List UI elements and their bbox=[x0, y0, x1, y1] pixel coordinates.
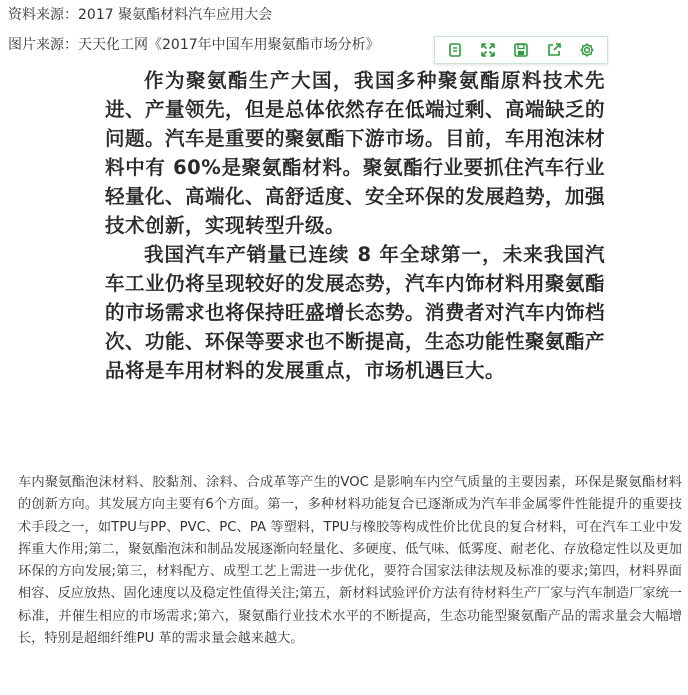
scan-paragraph-2: 我国汽车产销量已连续 8 年全球第一，未来我国汽车工业仍将呈现较好的发展态势，汽车内饰材料用聚氨酯的市场需求也将保持旺盛增长态势。消费者对汽车内饰档次、功能、环保等要求也不断提高，生态功能性聚氨酯产品将是车用材料的发展重点，市场机遇巨大。 bbox=[105, 243, 606, 382]
article-body bbox=[18, 472, 682, 650]
image-toolbar bbox=[434, 36, 608, 64]
scan-paragraph-1: 作为聚氨酯生产大国，我国多种聚氨酯原料技术先进、产量领先，但是总体依然存在低端过剩、高端缺乏的问题。汽车是重要的聚氨酯下游市场。目前，车用泡沫材料中有 60%是聚氨酯材料。聚氨酯行业要抓住汽车行业轻量化、高端化、高舒适度、安全环保的发展趋势，加强技术创新，实现转型升级。 bbox=[105, 69, 606, 237]
share-icon bbox=[546, 42, 562, 58]
expand-button[interactable] bbox=[477, 39, 499, 61]
save-icon bbox=[513, 42, 529, 58]
expand-icon bbox=[480, 42, 496, 58]
body-paragraph: 车内聚氨酯泡沫材料、胶黏剂、涂料、合成革等产生的VOC 是影响车内空气质量的主要因素，环保是聚氨酯材料的创新方向。其发展方向主要有6个方面。第一，多种材料功能复合已逐渐成为汽车非金属零件性能提升的重要技术手段之一，如TPU与PP、PVC、PC、PA 等塑料，TPU与橡胶等构成性价比优良的复合材料，可在汽车工业中发挥重大作用;第二，聚氨酯泡沫和制品发展逐渐向轻量化、多硬度、低气味、低雾度、耐老化、存放稳定性以及更加环保的方向发展;第三，材料配方、成型工艺上需进一步优化，要符合国家法律法规及标准的要求;第四，材料界面相容、反应放热、固化速度以及稳定性值得关注;第五，新材料试验评价方法有待材料生产厂家与汽车制造厂家统一标准，并催生相应的市场需求;第六，聚氨酯行业技术水平的不断提高，生态功能型聚氨酯产品的需求量会大幅增长，特别是超细纤维PU 革的需求量会越来越大。 bbox=[18, 475, 682, 647]
copy-icon bbox=[447, 42, 463, 58]
gear-icon bbox=[579, 42, 595, 58]
image-source-line: 图片来源：天天化工网《2017年中国车用聚氨酯市场分析》 bbox=[8, 37, 380, 53]
save-button[interactable] bbox=[510, 39, 532, 61]
share-button[interactable] bbox=[543, 39, 565, 61]
data-source-line: 资料来源：2017 聚氨酯材料汽车应用大会 bbox=[8, 7, 273, 23]
settings-button[interactable] bbox=[576, 39, 598, 61]
scanned-article-image bbox=[105, 66, 605, 385]
copy-button[interactable] bbox=[444, 39, 466, 61]
